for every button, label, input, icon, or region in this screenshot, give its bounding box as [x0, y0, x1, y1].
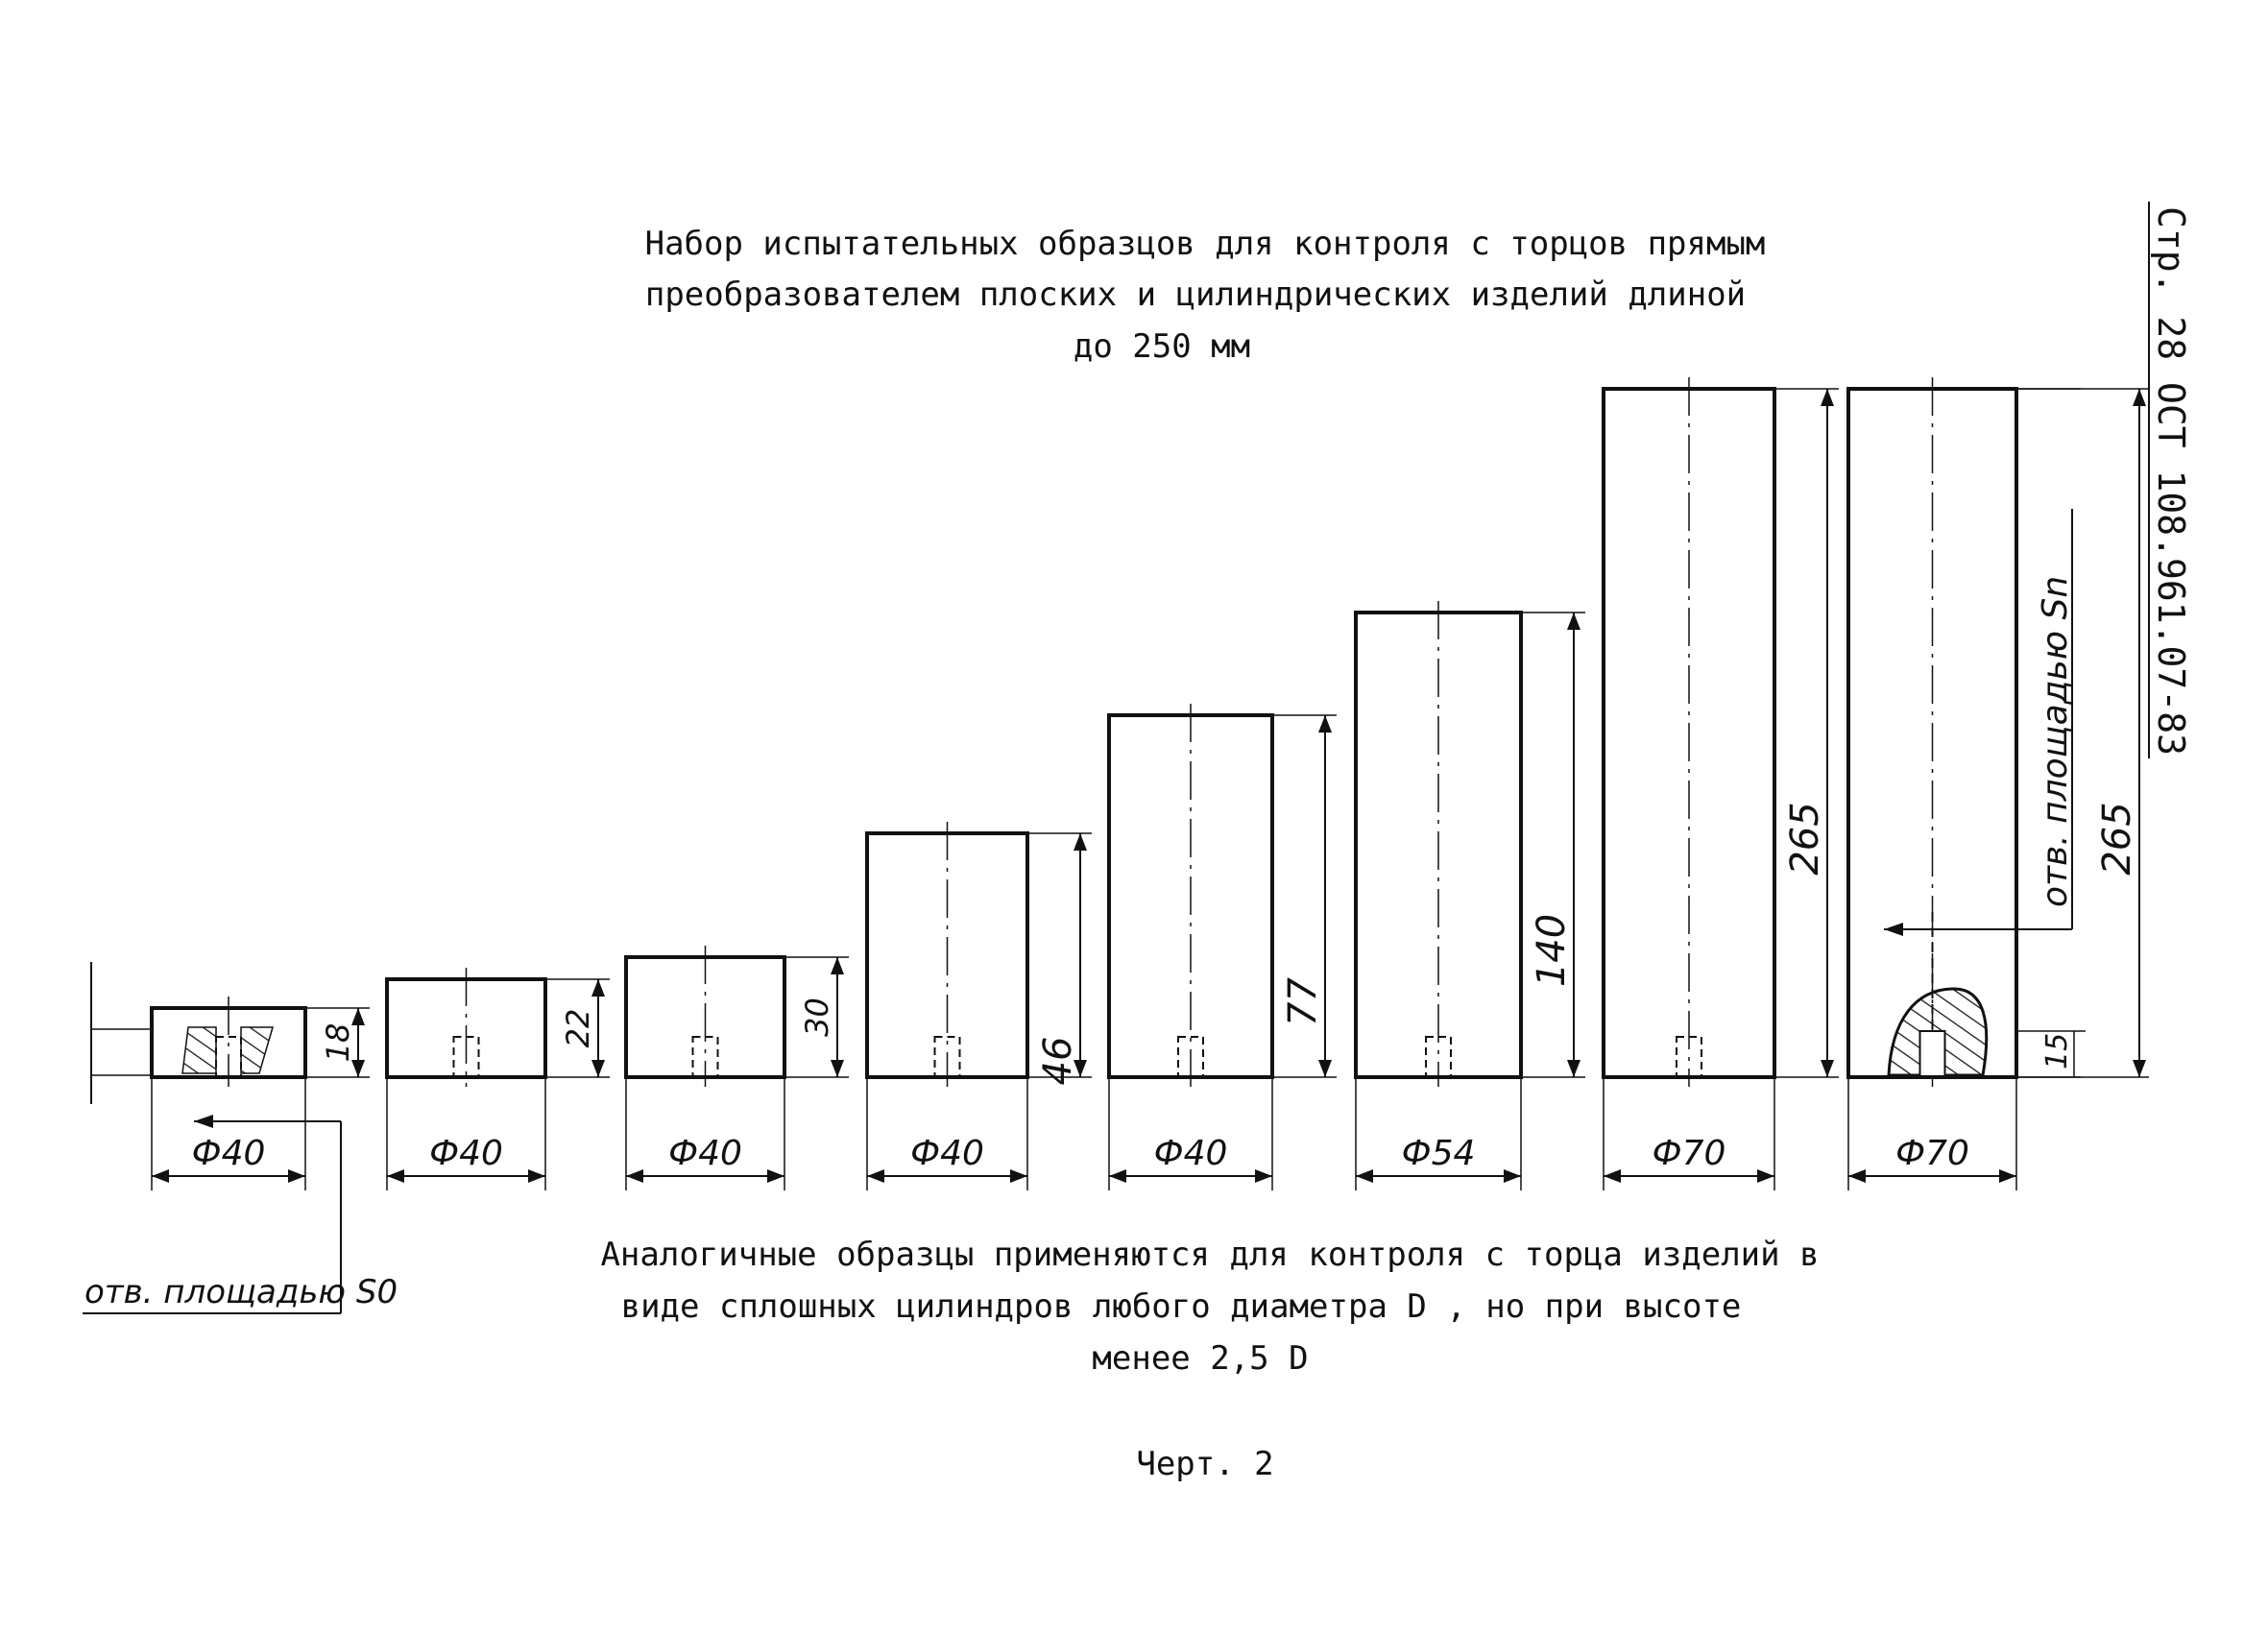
specimen-5-height-label: 77	[1281, 977, 1325, 1026]
dimension-arrow	[1999, 1169, 2016, 1183]
dimension-arrow	[152, 1169, 169, 1183]
dimension-arrow	[2133, 1060, 2146, 1077]
dimension-arrow	[831, 957, 844, 974]
dimension-arrow	[1567, 613, 1580, 630]
dimension-arrow	[591, 1060, 605, 1077]
hole-depth-label: 15	[2040, 1032, 2074, 1069]
title-line-1: Набор испытательных образцов для контроля с торцов прямым	[644, 225, 1766, 263]
specimen-1-diameter-label: Ф40	[191, 1134, 266, 1173]
dimension-arrow	[1604, 1169, 1621, 1183]
hole-label-left: отв. площадью S0	[84, 1273, 398, 1311]
dimension-arrow	[1318, 1060, 1332, 1077]
dimension-arrow	[351, 1008, 365, 1025]
hole-label-right-group	[1884, 509, 2075, 936]
dimension-arrow	[1109, 1169, 1126, 1183]
dimension-arrow	[528, 1169, 545, 1183]
specimen-6-height-label: 140	[1530, 913, 1574, 988]
specimen-8-diameter-label: Ф70	[1895, 1134, 1969, 1173]
dimension-arrow	[1318, 715, 1332, 733]
specimen-3-height-label: 30	[799, 997, 835, 1037]
specimen-3-diameter-label: Ф40	[668, 1134, 742, 1173]
side-header-group	[2149, 202, 2192, 758]
dimension-arrow	[1356, 1169, 1373, 1183]
dimension-arrow	[591, 979, 605, 997]
dimension-arrow	[2133, 389, 2146, 406]
dimension-arrow	[626, 1169, 643, 1183]
footer-block	[600, 1236, 1819, 1483]
specimen-set	[91, 377, 2149, 1190]
specimen-5-diameter-label: Ф40	[1153, 1134, 1228, 1173]
hole-label-right: отв. площадью Sn	[2036, 575, 2075, 907]
title-line-3: до 250 мм	[1073, 327, 1251, 366]
specimen-1-height-label: 18	[320, 1022, 356, 1063]
dimension-arrow	[767, 1169, 784, 1183]
dimension-arrow	[831, 1060, 844, 1077]
dimension-arrow	[1848, 1169, 1866, 1183]
specimen-8-height-label: 265	[2095, 802, 2139, 876]
dimension-arrow	[1010, 1169, 1027, 1183]
footer-line-2: виде сплошных цилиндров любого диаметра D , но при высоте	[620, 1287, 1742, 1326]
side-header: Стр. 28 ОСТ 108.961.07-83	[2150, 206, 2192, 756]
dimension-arrow	[1255, 1169, 1272, 1183]
specimen-2-diameter-label: Ф40	[429, 1134, 503, 1173]
dimension-arrow	[1757, 1169, 1774, 1183]
dimension-arrow	[1821, 389, 1834, 406]
section-hatch-right	[241, 1027, 273, 1073]
specimen-6-diameter-label: Ф54	[1401, 1134, 1476, 1173]
specimen-4-height-label: 46	[1036, 1036, 1080, 1086]
specimen-4-diameter-label: Ф40	[910, 1134, 984, 1173]
specimen-7-height-label: 265	[1783, 802, 1827, 876]
dimension-arrow	[1504, 1169, 1521, 1183]
figure-label: Черт. 2	[1136, 1445, 1274, 1483]
hole-clear	[1919, 1031, 1946, 1075]
specimen-2-height-label: 22	[560, 1008, 596, 1048]
dimension-arrow	[288, 1169, 305, 1183]
dimension-arrow	[867, 1169, 884, 1183]
dimension-arrow	[1074, 833, 1087, 851]
section-hatch-left	[182, 1027, 216, 1073]
dimension-arrow	[387, 1169, 404, 1183]
dimension-arrow	[1567, 1060, 1580, 1077]
footer-line-1: Аналогичные образцы применяются для контроля с торца изделий в	[600, 1236, 1820, 1274]
dimension-arrow	[1821, 1060, 1834, 1077]
title-line-2: преобразователем плоских и цилиндрических изделий длиной	[644, 276, 1747, 314]
title-block	[645, 225, 1766, 366]
footer-line-3: менее 2,5 D	[1092, 1339, 1309, 1378]
specimen-7-diameter-label: Ф70	[1652, 1134, 1726, 1173]
